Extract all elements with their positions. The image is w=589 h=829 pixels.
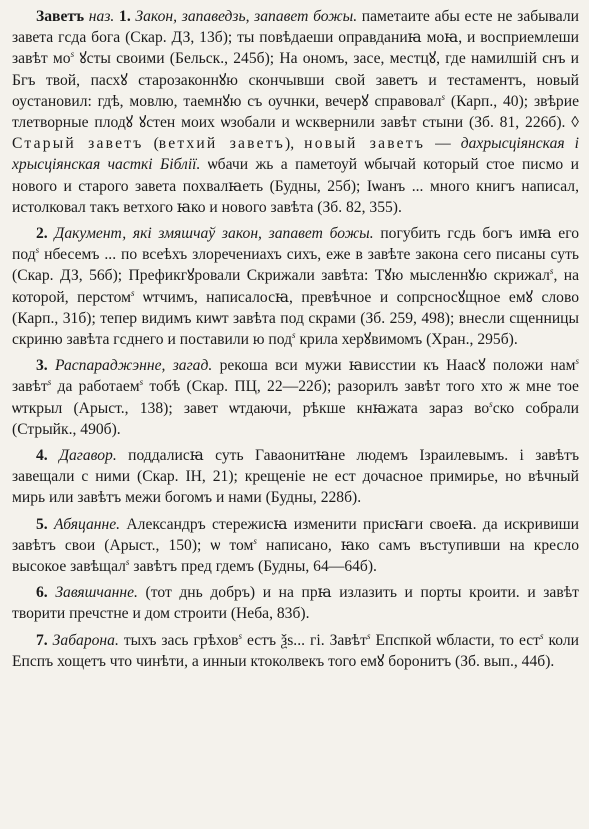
entry-paragraph <box>12 6 579 218</box>
definition-text: Дагавор. <box>59 447 117 465</box>
definition-text: Забарона. <box>52 631 119 649</box>
entry-paragraph <box>12 445 579 509</box>
citation-text: , на которой, перстом <box>12 267 579 306</box>
sense-label: 6. <box>36 584 56 602</box>
citation-text: написано, ꙗко самъ въступивши на кресло высокое завѣщал <box>12 536 579 576</box>
superscript-mark: s <box>35 245 40 256</box>
superscript-mark: s <box>292 330 296 341</box>
spaced-phrase: ветхий заветъ <box>158 135 286 153</box>
spaced-phrase: Старый заветъ <box>12 135 144 153</box>
definition-text: Дакумент, які змяшчаў закон, запавет божы. <box>54 225 374 243</box>
superscript-mark: s <box>131 287 135 298</box>
entry-paragraph <box>12 223 579 350</box>
superscript-mark: s <box>575 356 580 367</box>
superscript-mark: s <box>125 557 130 568</box>
entry-paragraph <box>12 630 579 672</box>
citation-text: Александръ стережисꙗ изменити присꙗги своеꙗ. да искривиши завѣтъ свои (Арыст., 150); ѡ том <box>12 515 580 554</box>
citation-text: (тот днь добръ) и на прꙗ излазить и порты кроити. и завѣт творити пречстне и дом строити (Неба, 83б). <box>12 584 579 623</box>
sense-label: 7. <box>36 631 53 649</box>
definition-text: наз. <box>84 8 120 25</box>
superscript-mark: s <box>441 91 446 102</box>
superscript-mark: s <box>253 535 257 546</box>
citation-text: — <box>425 135 461 153</box>
superscript-mark: s <box>70 49 75 60</box>
citation-text: ꙋсты своими (Бельск., 245б); На ономъ, засе, местцꙋ, где намилшій снъ и Бгъ твой, пасхꙋ старозаконнꙋю скончывши свой заветъ и тестаментъ, новый оустановил: гдѣ, мовлю, таемнꙋю съ оучнки, вечерꙋ справовал <box>12 50 579 110</box>
sense-label: 1. <box>119 8 136 25</box>
sense-label: Заветъ <box>36 8 85 25</box>
citation-text: да работаем <box>51 378 140 396</box>
citation-text: ско собрали (Стрыйк., 490б). <box>12 399 579 438</box>
citation-text: коли Епспъ хощетъ что чинѣти, а инныи ктоколвекъ того емꙋ боронитъ (Зб. вып., 44б). <box>12 631 579 670</box>
sense-label: 4. <box>36 447 60 465</box>
citation-text: ѡбачи жь а паметоуй ѡбычай который стое писмо и нового и старого завета похвалꙗеть (Будны, 25б); Іѡанъ ... много книгъ написал, истолковал такъ ветхого ꙗко и нового завѣта (Зб. 82, 355). <box>12 156 579 216</box>
sense-label: 2. <box>36 225 55 243</box>
definition-text: дахрысціянская і хрысціянская часткі Біблії. <box>12 135 579 174</box>
superscript-mark: s <box>540 630 544 641</box>
superscript-mark: s <box>47 377 52 388</box>
citation-text: ѡтчимъ, написалосꙗ, превѣчное и сопрсносꙋщное емꙋ слово (Карп., 31б); тепер видимъ киѡт завѣта под скрами (Зб. 259, 498); внесли сщенницы скриню завѣта гсднего и поставили ю под <box>12 288 579 349</box>
citation-text: тобѣ (Скар. ПЦ, 22—22б); разорилъ завѣт того хто ж мне тое ѡткрыл (Арыст., 138); завет ѡтдаючи, рѣкше кнꙗжата зараз во <box>12 378 579 417</box>
spaced-phrase: новый заветъ <box>304 135 426 153</box>
citation-text: погубить гсдь богъ имꙗ его под <box>12 225 580 264</box>
citation-text: паметаите абы есте не забывали завета гсда бога (Скар. ДЗ, 13б); ты повѣдаеши оправданиꙗ моꙗ, и восприемлеши завѣт мо <box>12 8 579 68</box>
definition-text: Закон, запаведзь, запавет божы. <box>135 8 358 25</box>
citation-text: завѣт <box>12 378 48 396</box>
citation-text: ( <box>143 135 159 153</box>
citation-text: крила херꙋвимомъ (Хран., 295б). <box>295 331 518 349</box>
definition-text: Абяцанне. <box>54 515 121 533</box>
entry-paragraph <box>12 514 579 578</box>
citation-text: рекоша вси мужи ꙗвисстии къ Наасꙋ положи нам <box>212 357 576 375</box>
superscript-mark: s <box>549 266 554 277</box>
citation-text: естъ ѯѕ... гі. Завѣт <box>242 631 367 649</box>
citation-text: тыхъ зась грѣхов <box>118 631 239 649</box>
superscript-mark: s <box>489 398 493 409</box>
citation-text: поддалисꙗ суть Гаваонитꙗне людемъ Ізраилевымъ. і завѣтъ завещали с ними (Скар. ІН, 21); крещеніе не ест дочасное примирье, но вѣчный мирь или завѣтъ межи богомъ и нами (Будны, 228б). <box>12 447 580 507</box>
citation-text: Епспкой ѡбласти, то ест <box>370 631 540 649</box>
superscript-mark: s <box>366 630 371 641</box>
superscript-mark: s <box>139 377 144 388</box>
entry-paragraph <box>12 355 579 440</box>
citation-text: (Карп., 40); звѣрие тлетворные плодꙋ ꙋстен моих ѡзобали и ѡсквернили завѣт стыни (Зб. 81, 226б). ◊ <box>12 92 579 132</box>
sense-label: 3. <box>36 357 56 375</box>
definition-text: Распараджэнне, загад. <box>55 357 213 375</box>
citation-text: ), <box>285 135 305 153</box>
citation-text: завѣтъ пред гдемъ (Будны, 64—64б). <box>129 558 377 576</box>
entry-paragraph <box>12 582 579 624</box>
citation-text: нбесемъ ... по всеѣхъ злоречениахъ сихъ, еже в завѣте закона сего писаны суть (Скар. ДЗ, 56б); Префикгꙋровали Скрижали завѣта: Тꙋю мысленнꙋю скрижал <box>12 246 579 285</box>
definition-text: Завяшчанне. <box>55 584 138 602</box>
superscript-mark: s <box>238 630 242 641</box>
sense-label: 5. <box>36 515 55 533</box>
